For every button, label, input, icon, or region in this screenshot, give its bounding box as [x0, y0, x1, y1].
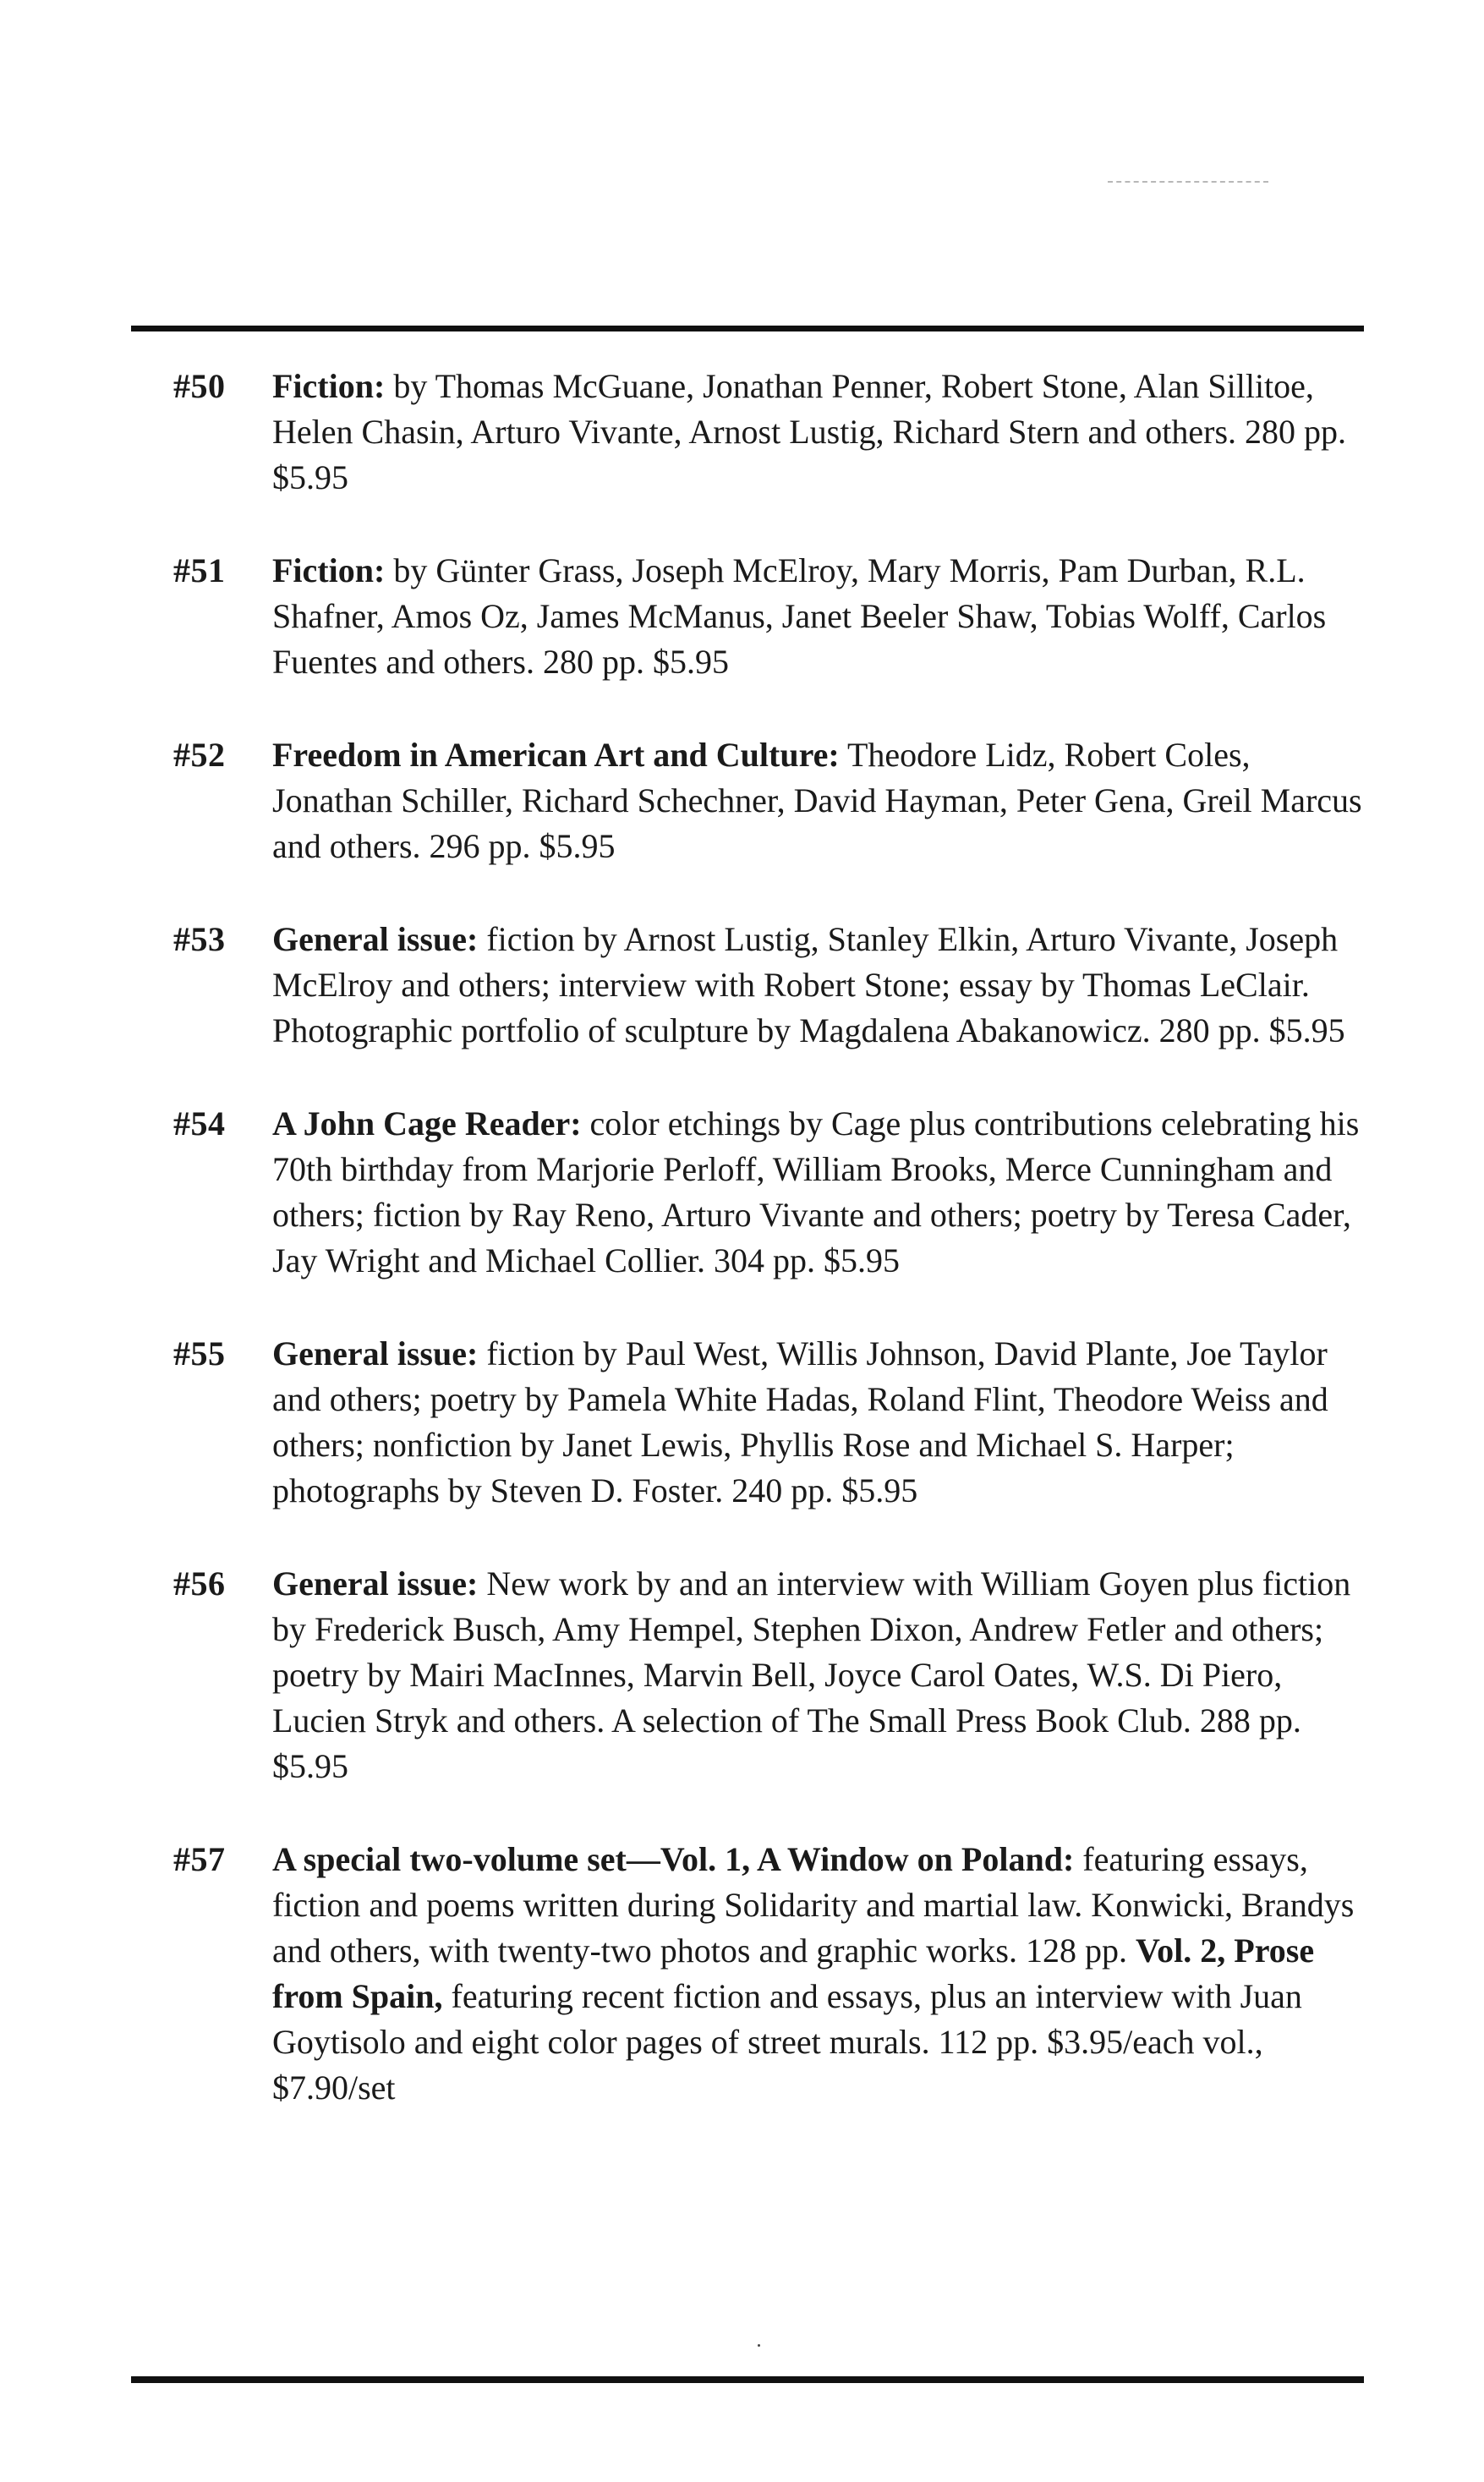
issue-title: A special two-volume set—Vol. 1, A Window on Poland: [272, 1840, 1075, 1878]
issue-description [272, 548, 1372, 685]
issue-number: #52 [173, 736, 226, 774]
issue-text: color etchings by Cage plus contributions celebrating his 70th birthday from Marjorie Perloff, William Brooks, Merce Cunningham and others; fiction by Ray Reno, Arturo Vivante and others; poetry by Teresa Cader, Jay Wright and Michael Collier. 304 pp. $5.95 [272, 1104, 1360, 1279]
issue-description [272, 732, 1372, 869]
issue-description [272, 1561, 1372, 1789]
bottom-rule [131, 2376, 1364, 2383]
list-item [0, 548, 1484, 685]
list-item [0, 732, 1484, 869]
top-rule [131, 326, 1364, 331]
scan-speck [758, 2344, 760, 2347]
issue-description [272, 1331, 1372, 1514]
list-item [0, 1837, 1484, 2111]
issue-number: #51 [173, 551, 226, 589]
issue-title: Fiction: [272, 367, 386, 405]
issue-number: #55 [173, 1334, 226, 1372]
issue-number: #56 [173, 1564, 226, 1603]
issue-description [272, 1101, 1372, 1284]
issue-text: fiction by Arnost Lustig, Stanley Elkin, Arturo Vivante, Joseph McElroy and others; interview with Robert Stone; essay by Thomas LeClair. Photographic portfolio of sculpture by Magdalena Abakanowicz. 280 pp. $5.95 [272, 920, 1345, 1049]
issue-text-continued: featuring recent fiction and essays, plus an interview with Juan Goytisolo and eight color pages of street murals. 112 pp. $3.95/each vol., $7.90/set [272, 1977, 1302, 2107]
scan-artifact-mark [1108, 181, 1268, 183]
issue-text: by Günter Grass, Joseph McElroy, Mary Morris, Pam Durban, R.L. Shafner, Amos Oz, James McManus, Janet Beeler Shaw, Tobias Wolff, Carlos Fuentes and others. 280 pp. $5.95 [272, 551, 1327, 681]
issue-text: Theodore Lidz, Robert Coles, Jonathan Schiller, Richard Schechner, David Hayman, Peter Gena, Greil Marcus and others. 296 pp. $5.95 [272, 736, 1362, 865]
issue-text: featuring essays, fiction and poems written during Solidarity and martial law. Konwicki, Brandys and others, with twenty-two photos and graphic works. 128 pp. [272, 1840, 1355, 1970]
issue-description [272, 1837, 1372, 2111]
list-item [0, 364, 1484, 501]
issue-number: #57 [173, 1840, 226, 1878]
issue-description [272, 364, 1372, 501]
issue-number: #50 [173, 367, 226, 405]
list-item [0, 1561, 1484, 1789]
issue-text: New work by and an interview with William Goyen plus fiction by Frederick Busch, Amy Hempel, Stephen Dixon, Andrew Fetler and others; poetry by Mairi MacInnes, Marvin Bell, Joyce Carol Oates, W.S. Di Piero, Lucien Stryk and others. A selection of The Small Press Book Club. 288 pp. $5.95 [272, 1564, 1351, 1785]
issue-text: fiction by Paul West, Willis Johnson, David Plante, Joe Taylor and others; poetry by Pamela White Hadas, Roland Flint, Theodore Weiss and others; nonfiction by Janet Lewis, Phyllis Rose and Michael S. Harper; photographs by Steven D. Foster. 240 pp. $5.95 [272, 1334, 1328, 1509]
list-item [0, 1331, 1484, 1514]
issue-list [0, 364, 1484, 2111]
issue-title: General issue: [272, 920, 479, 958]
issue-title: A John Cage Reader: [272, 1104, 582, 1142]
issue-number: #53 [173, 920, 226, 958]
issue-number: #54 [173, 1104, 226, 1142]
issue-text: by Thomas McGuane, Jonathan Penner, Robert Stone, Alan Sillitoe, Helen Chasin, Arturo Vivante, Arnost Lustig, Richard Stern and others. 280 pp. $5.95 [272, 367, 1347, 496]
issue-title: Fiction: [272, 551, 386, 589]
issue-description [272, 917, 1372, 1054]
list-item [0, 917, 1484, 1054]
issue-subtitle: Vol. 2, Prose from Spain, [272, 1931, 1315, 2015]
issue-title: General issue: [272, 1564, 479, 1603]
issue-title: General issue: [272, 1334, 479, 1372]
issue-title: Freedom in American Art and Culture: [272, 736, 840, 774]
list-item [0, 1101, 1484, 1284]
